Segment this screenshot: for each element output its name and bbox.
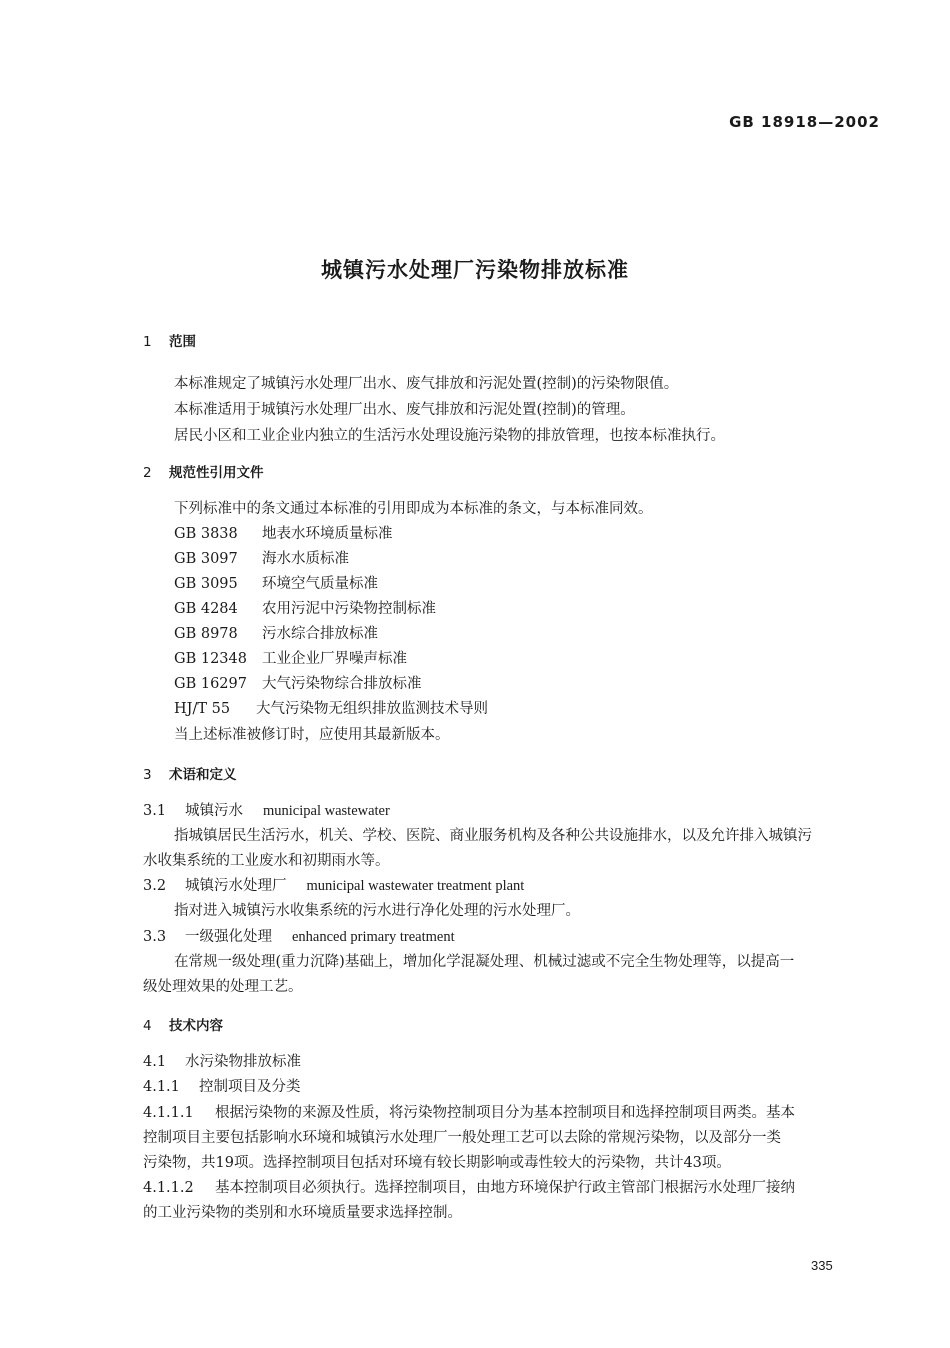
- subsection-heading: [143, 1050, 301, 1071]
- reference-name: 大气污染物无组织排放监测技术导则: [256, 701, 488, 717]
- clause-number: 3.3: [143, 929, 167, 945]
- clause-text: 基本控制项目必须执行。选择控制项目，由地方环境保护行政主管部门根据污水处理厂接纳: [215, 1180, 795, 1196]
- section-title: 技术内容: [169, 1018, 223, 1034]
- reference-name: 大气污染物综合排放标准: [262, 676, 422, 692]
- reference-item: [174, 647, 407, 668]
- reference-name: 海水水质标准: [262, 551, 349, 567]
- clause-text: 根据污染物的来源及性质，将污染物控制项目分为基本控制项目和选择控制项目两类。基本: [215, 1105, 795, 1121]
- reference-code: GB 8978: [174, 626, 238, 642]
- section-number: 2: [143, 465, 152, 481]
- reference-item: [174, 522, 393, 543]
- clause-paragraph-line: 控制项目主要包括影响水环境和城镇污水处理厂一般处理工艺可以去除的常规污染物，以及部分一类: [143, 1130, 781, 1146]
- references-outro: 当上述标准被修订时，应使用其最新版本。: [174, 727, 450, 743]
- document-title: 城镇污水处理厂污染物排放标准: [321, 258, 629, 282]
- reference-item: [174, 572, 378, 593]
- reference-item: [174, 622, 378, 643]
- scope-line-3: 居民小区和工业企业内独立的生活污水处理设施污染物的排放管理，也按本标准执行。: [174, 428, 725, 444]
- reference-name: 农用污泥中污染物控制标准: [262, 601, 436, 617]
- term-english: enhanced primary treatment: [292, 929, 455, 945]
- reference-item: [174, 597, 436, 618]
- reference-item: [174, 697, 488, 718]
- subsection-title: 水污染物排放标准: [185, 1054, 301, 1070]
- term-definition-continued: 水收集系统的工业废水和初期雨水等。: [143, 853, 390, 869]
- section-title: 术语和定义: [169, 767, 237, 783]
- clause-number: 3.2: [143, 878, 167, 894]
- term-english: municipal wastewater: [263, 803, 390, 819]
- standard-code: GB 18918—2002: [729, 113, 880, 131]
- term-chinese: 城镇污水处理厂: [185, 878, 287, 894]
- clause-paragraph-line: [143, 1101, 795, 1122]
- section-title: 范围: [169, 334, 196, 350]
- reference-code: GB 4284: [174, 601, 238, 617]
- clause-number: 4.1.1.2: [143, 1180, 194, 1196]
- reference-name: 污水综合排放标准: [262, 626, 378, 642]
- references-intro: 下列标准中的条文通过本标准的引用即成为本标准的条文，与本标准同效。: [174, 501, 653, 517]
- clause-paragraph-line: [143, 1176, 795, 1197]
- reference-code: GB 16297: [174, 676, 247, 692]
- reference-name: 地表水环境质量标准: [262, 526, 393, 542]
- term-heading: [143, 874, 524, 895]
- clause-number: 4.1.1: [143, 1079, 180, 1095]
- section-2-heading: [143, 461, 264, 481]
- term-heading: [143, 799, 390, 820]
- section-1-heading: [143, 330, 196, 350]
- section-number: 1: [143, 334, 152, 350]
- reference-code: GB 3097: [174, 551, 238, 567]
- term-heading: [143, 925, 455, 946]
- section-title: 规范性引用文件: [169, 465, 264, 481]
- subsection-title: 控制项目及分类: [199, 1079, 301, 1095]
- reference-item: [174, 547, 349, 568]
- term-definition: 指对进入城镇污水收集系统的污水进行净化处理的污水处理厂。: [174, 903, 580, 919]
- section-number: 4: [143, 1018, 152, 1034]
- reference-code: GB 3095: [174, 576, 238, 592]
- term-definition: 指城镇居民生活污水，机关、学校、医院、商业服务机构及各种公共设施排水，以及允许排入城镇污: [174, 828, 812, 844]
- term-english: municipal wastewater treatment plant: [306, 878, 525, 894]
- section-number: 3: [143, 767, 152, 783]
- section-3-heading: [143, 763, 237, 783]
- term-chinese: 城镇污水: [185, 803, 243, 819]
- page-number: 335: [811, 1258, 833, 1273]
- scope-line-1: 本标准规定了城镇污水处理厂出水、废气排放和污泥处置(控制)的污染物限值。: [174, 376, 679, 392]
- term-definition-continued: 级处理效果的处理工艺。: [143, 979, 303, 995]
- section-4-heading: [143, 1014, 223, 1034]
- reference-code: GB 3838: [174, 526, 238, 542]
- reference-code: HJ/T 55: [174, 701, 231, 717]
- clause-number: 4.1.1.1: [143, 1105, 194, 1121]
- scope-line-2: 本标准适用于城镇污水处理厂出水、废气排放和污泥处置(控制)的管理。: [174, 402, 635, 418]
- clause-number: 3.1: [143, 803, 167, 819]
- term-chinese: 一级强化处理: [185, 929, 272, 945]
- reference-code: GB 12348: [174, 651, 247, 667]
- reference-name: 环境空气质量标准: [262, 576, 378, 592]
- clause-number: 4.1: [143, 1054, 167, 1070]
- term-definition: 在常规一级处理(重力沉降)基础上，增加化学混凝处理、机械过滤或不完全生物处理等，以提高一: [174, 954, 795, 970]
- reference-name: 工业企业厂界噪声标准: [262, 651, 407, 667]
- clause-paragraph-line: 的工业污染物的类别和水环境质量要求选择控制。: [143, 1205, 462, 1221]
- clause-paragraph-line: 污染物，共19项。选择控制项目包括对环境有较长期影响或毒性较大的污染物，共计43项。: [143, 1155, 731, 1171]
- reference-item: [174, 672, 422, 693]
- subsection-heading: [143, 1075, 301, 1096]
